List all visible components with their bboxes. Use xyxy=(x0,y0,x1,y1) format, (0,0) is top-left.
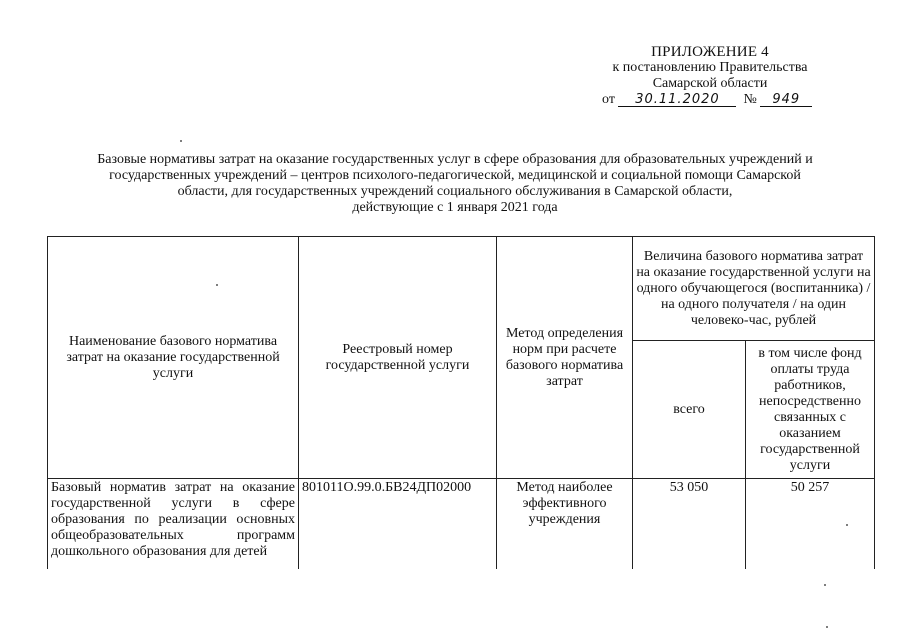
document-title-line-1: Базовые нормативы затрат на оказание государственных услуг в сфере образования для образовательных учреждений и xyxy=(97,152,813,167)
row-name: Базовый норматив затрат на оказание государственной услуги в сфере образования по реализации основных общеобразовательных программ дошкольного образования для детей xyxy=(48,479,299,569)
document-title xyxy=(40,152,870,216)
appendix-line-2: Самарской области xyxy=(652,76,768,91)
header-value-group: Величина базового норматива затрат на оказание государственной услуги на одного обучающегося (воспитанника) / на одного получателя / на один человеко-час, рублей xyxy=(633,237,875,341)
handwritten-date: 30.11.2020 xyxy=(618,93,736,107)
document-title-line-4: действующие с 1 января 2021 года xyxy=(352,200,558,215)
number-prefix: № xyxy=(743,92,757,107)
scan-speck xyxy=(216,284,218,286)
table-row xyxy=(48,479,875,569)
date-prefix: от xyxy=(602,92,615,107)
handwritten-number: 949 xyxy=(760,93,812,107)
scan-speck xyxy=(826,626,828,628)
norms-table xyxy=(47,236,875,569)
scan-speck xyxy=(180,140,182,142)
header-registry-number: Реестровый номер государственной услуги xyxy=(299,237,497,479)
appendix-title: ПРИЛОЖЕНИЕ 4 xyxy=(651,44,769,60)
row-method: Метод наиболее эффективного учреждения xyxy=(497,479,633,569)
document-title-line-2: государственных учреждений – центров психолого-педагогической, медицинской и социальной помощи Самарской xyxy=(109,168,801,183)
appendix-line-1: к постановлению Правительства xyxy=(612,60,808,75)
document-title-line-3: области, для государственных учреждений социального обслуживания в Самарской области, xyxy=(177,184,733,199)
appendix-block xyxy=(590,44,830,108)
header-total: всего xyxy=(633,341,746,479)
header-wage-fund: в том числе фонд оплаты труда работников, непосредственно связанных с оказанием государственной услуги xyxy=(746,341,875,479)
row-registry-number: 801011О.99.0.БВ24ДП02000 xyxy=(299,479,497,569)
header-name: Наименование базового норматива затрат на оказание государственной услуги xyxy=(48,237,299,479)
header-method: Метод определения норм при расчете базового норматива затрат xyxy=(497,237,633,479)
appendix-dateline xyxy=(590,92,830,108)
row-wage-fund: 50 257 xyxy=(746,479,875,569)
scan-speck xyxy=(824,584,826,586)
row-total: 53 050 xyxy=(633,479,746,569)
scan-speck xyxy=(846,524,848,526)
